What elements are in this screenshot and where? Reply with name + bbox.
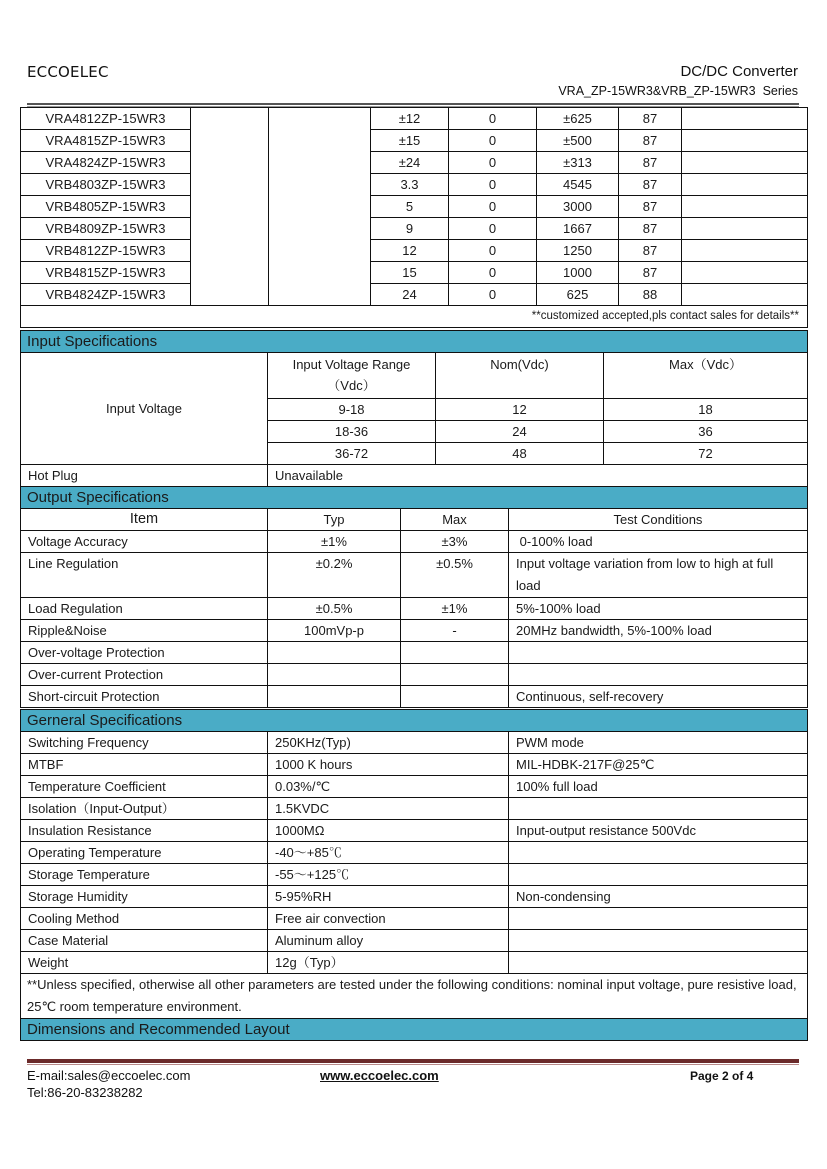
capacitive-load: [682, 240, 808, 262]
product-series: VRA_ZP-15WR3&VRB_ZP-15WR3 Series: [558, 84, 798, 98]
spec-max: ±0.5%: [401, 553, 509, 598]
input-range-header: Input Voltage Range（Vdc）: [268, 353, 436, 399]
spec-note: [509, 798, 808, 820]
spec-typ: ±0.5%: [268, 598, 401, 620]
model-number: VRB4805ZP-15WR3: [21, 196, 191, 218]
spec-item: MTBF: [21, 754, 268, 776]
model-number: VRB4803ZP-15WR3: [21, 174, 191, 196]
customization-note: **customized accepted,pls contact sales for details**: [21, 306, 808, 328]
col-header-item: Item: [21, 509, 268, 531]
document-title: DC/DC Converter: [680, 63, 798, 80]
spec-typ: [268, 664, 401, 686]
spec-item: Short-circuit Protection: [21, 686, 268, 708]
output-voltage: ±12: [371, 108, 449, 130]
spec-test-condition: Continuous, self-recovery: [509, 686, 808, 708]
capacitive-load: [682, 196, 808, 218]
spec-item: Isolation（Input-Output）: [21, 798, 268, 820]
output-current-min: 0: [449, 152, 537, 174]
brand-name: ECCOELEC: [27, 63, 109, 81]
input-max-header: Max（Vdc）: [604, 353, 808, 399]
spec-item: Storage Temperature: [21, 864, 268, 886]
spec-max: [401, 686, 509, 708]
footer-phone: Tel:86-20-83238282: [27, 1085, 143, 1100]
capacitive-load: [682, 174, 808, 196]
model-row: [21, 196, 808, 218]
spec-note: Non-condensing: [509, 886, 808, 908]
footer-email[interactable]: E-mail:sales@eccoelec.com: [27, 1068, 191, 1083]
spec-typ: [268, 642, 401, 664]
spec-item: Cooling Method: [21, 908, 268, 930]
output-current-max: ±625: [537, 108, 619, 130]
output-current-max: 625: [537, 284, 619, 306]
output-header-row: [21, 509, 808, 531]
section-header-general: Gerneral Specifications: [21, 710, 808, 732]
spec-item: Load Regulation: [21, 598, 268, 620]
output-voltage: 24: [371, 284, 449, 306]
output-current-max: 3000: [537, 196, 619, 218]
input-nom: 24: [436, 421, 604, 443]
input-range: 36-72: [268, 443, 436, 465]
nominal-input-blank: [269, 108, 371, 306]
model-number: VRB4812ZP-15WR3: [21, 240, 191, 262]
input-max: 36: [604, 421, 808, 443]
spec-item: Operating Temperature: [21, 842, 268, 864]
header-rule: [27, 103, 799, 105]
output-spec-row: [21, 664, 808, 686]
general-spec-row: [21, 732, 808, 754]
general-spec-row: [21, 820, 808, 842]
spec-value: 1000MΩ: [268, 820, 509, 842]
input-specs-table: [20, 330, 808, 487]
efficiency: 87: [619, 196, 682, 218]
model-table: [20, 107, 808, 328]
spec-value: 0.03%/℃: [268, 776, 509, 798]
test-conditions-footnote-row: [21, 974, 808, 1019]
output-current-max: ±500: [537, 130, 619, 152]
output-current-max: 1250: [537, 240, 619, 262]
efficiency: 87: [619, 174, 682, 196]
output-spec-row: [21, 686, 808, 708]
efficiency: 88: [619, 284, 682, 306]
section-header-output: Output Specifications: [21, 487, 808, 509]
spec-item: Switching Frequency: [21, 732, 268, 754]
output-voltage: ±24: [371, 152, 449, 174]
spec-typ: [268, 686, 401, 708]
hot-plug-value: Unavailable: [268, 465, 808, 487]
model-number: VRB4809ZP-15WR3: [21, 218, 191, 240]
output-spec-row: [21, 531, 808, 553]
output-current-min: 0: [449, 262, 537, 284]
spec-item: Over-voltage Protection: [21, 642, 268, 664]
spec-max: [401, 642, 509, 664]
spec-item: Temperature Coefficient: [21, 776, 268, 798]
model-number: VRB4815ZP-15WR3: [21, 262, 191, 284]
spec-test-condition: [509, 642, 808, 664]
spec-max: ±1%: [401, 598, 509, 620]
efficiency: 87: [619, 240, 682, 262]
capacitive-load: [682, 262, 808, 284]
output-spec-row: [21, 620, 808, 642]
output-voltage: 9: [371, 218, 449, 240]
output-spec-row: [21, 553, 808, 598]
general-spec-row: [21, 886, 808, 908]
model-number: VRA4824ZP-15WR3: [21, 152, 191, 174]
spec-max: [401, 664, 509, 686]
spec-note: [509, 842, 808, 864]
model-number: VRA4812ZP-15WR3: [21, 108, 191, 130]
spec-item: Weight: [21, 952, 268, 974]
input-max: 18: [604, 399, 808, 421]
model-row: [21, 262, 808, 284]
general-spec-row: [21, 908, 808, 930]
spec-value: Free air convection: [268, 908, 509, 930]
output-current-max: ±313: [537, 152, 619, 174]
model-number: VRB4824ZP-15WR3: [21, 284, 191, 306]
model-row: [21, 284, 808, 306]
output-voltage: 12: [371, 240, 449, 262]
spec-test-condition: 0-100% load: [509, 531, 808, 553]
hot-plug-label: Hot Plug: [21, 465, 268, 487]
output-current-min: 0: [449, 108, 537, 130]
capacitive-load: [682, 218, 808, 240]
input-range: 18-36: [268, 421, 436, 443]
spec-value: -55～+125℃: [268, 864, 509, 886]
input-nom-header: Nom(Vdc): [436, 353, 604, 399]
footer-rule-thin: [27, 1064, 799, 1065]
spec-item: Voltage Accuracy: [21, 531, 268, 553]
customization-note-row: [21, 306, 808, 328]
spec-value: 1000 K hours: [268, 754, 509, 776]
model-row: [21, 152, 808, 174]
capacitive-load: [682, 152, 808, 174]
output-current-max: 1000: [537, 262, 619, 284]
output-current-min: 0: [449, 240, 537, 262]
spec-typ: 100mVp-p: [268, 620, 401, 642]
spec-test-condition: 5%-100% load: [509, 598, 808, 620]
model-row: [21, 218, 808, 240]
spec-test-condition: 20MHz bandwidth, 5%-100% load: [509, 620, 808, 642]
output-current-min: 0: [449, 174, 537, 196]
spec-note: [509, 908, 808, 930]
output-spec-row: [21, 598, 808, 620]
efficiency: 87: [619, 218, 682, 240]
general-spec-row: [21, 754, 808, 776]
general-spec-row: [21, 952, 808, 974]
output-specs-table: [20, 486, 808, 708]
spec-value: 5-95%RH: [268, 886, 509, 908]
spec-note: Input-output resistance 500Vdc: [509, 820, 808, 842]
spec-value: Aluminum alloy: [268, 930, 509, 952]
spec-note: [509, 930, 808, 952]
capacitive-load: [682, 284, 808, 306]
efficiency: 87: [619, 262, 682, 284]
col-header-test-conditions: Test Conditions: [509, 509, 808, 531]
capacitive-load: [682, 108, 808, 130]
spec-test-condition: Input voltage variation from low to high at full load: [509, 553, 808, 598]
spec-value: -40～+85℃: [268, 842, 509, 864]
model-row: [21, 240, 808, 262]
footer-website-link[interactable]: www.eccoelec.com: [320, 1068, 439, 1083]
general-spec-row: [21, 930, 808, 952]
model-number: VRA4815ZP-15WR3: [21, 130, 191, 152]
footer-rule: [27, 1059, 799, 1063]
input-max: 72: [604, 443, 808, 465]
input-nom: 48: [436, 443, 604, 465]
output-current-min: 0: [449, 196, 537, 218]
output-current-min: 0: [449, 130, 537, 152]
test-conditions-footnote: **Unless specified, otherwise all other parameters are tested under the following conditions: nominal input voltage, pure resistive load, 25℃ room temperature environment.: [21, 974, 808, 1019]
general-spec-row: [21, 798, 808, 820]
model-row: [21, 108, 808, 130]
spec-typ: ±0.2%: [268, 553, 401, 598]
spec-value: 12g（Typ）: [268, 952, 509, 974]
efficiency: 87: [619, 108, 682, 130]
col-header-max: Max: [401, 509, 509, 531]
input-range: 9-18: [268, 399, 436, 421]
output-voltage: 3.3: [371, 174, 449, 196]
spec-item: Line Regulation: [21, 553, 268, 598]
general-spec-row: [21, 864, 808, 886]
spec-item: Storage Humidity: [21, 886, 268, 908]
col-header-typ: Typ: [268, 509, 401, 531]
output-voltage: 5: [371, 196, 449, 218]
spec-typ: ±1%: [268, 531, 401, 553]
input-nom: 12: [436, 399, 604, 421]
spec-note: MIL-HDBK-217F@25℃: [509, 754, 808, 776]
output-voltage: ±15: [371, 130, 449, 152]
hot-plug-row: [21, 465, 808, 487]
model-row: [21, 174, 808, 196]
model-row: [21, 130, 808, 152]
output-spec-row: [21, 642, 808, 664]
spec-item: Insulation Resistance: [21, 820, 268, 842]
output-current-min: 0: [449, 218, 537, 240]
input-voltage-label: Input Voltage: [21, 353, 268, 465]
spec-note: 100% full load: [509, 776, 808, 798]
spec-note: [509, 864, 808, 886]
capacitive-load: [682, 130, 808, 152]
spec-item: Case Material: [21, 930, 268, 952]
spec-max: ±3%: [401, 531, 509, 553]
general-spec-row: [21, 776, 808, 798]
input-range-blank: [191, 108, 269, 306]
output-voltage: 15: [371, 262, 449, 284]
output-current-min: 0: [449, 284, 537, 306]
output-current-max: 4545: [537, 174, 619, 196]
efficiency: 87: [619, 130, 682, 152]
spec-value: 250KHz(Typ): [268, 732, 509, 754]
section-header-dimensions: Dimensions and Recommended Layout: [21, 1019, 808, 1041]
page-number: Page 2 of 4: [690, 1069, 754, 1083]
general-specs-table: [20, 709, 808, 1041]
output-current-max: 1667: [537, 218, 619, 240]
spec-item: Over-current Protection: [21, 664, 268, 686]
spec-max: -: [401, 620, 509, 642]
section-header-input: Input Specifications: [21, 331, 808, 353]
spec-value: 1.5KVDC: [268, 798, 509, 820]
spec-note: [509, 952, 808, 974]
spec-item: Ripple&Noise: [21, 620, 268, 642]
general-spec-row: [21, 842, 808, 864]
spec-test-condition: [509, 664, 808, 686]
spec-note: PWM mode: [509, 732, 808, 754]
efficiency: 87: [619, 152, 682, 174]
